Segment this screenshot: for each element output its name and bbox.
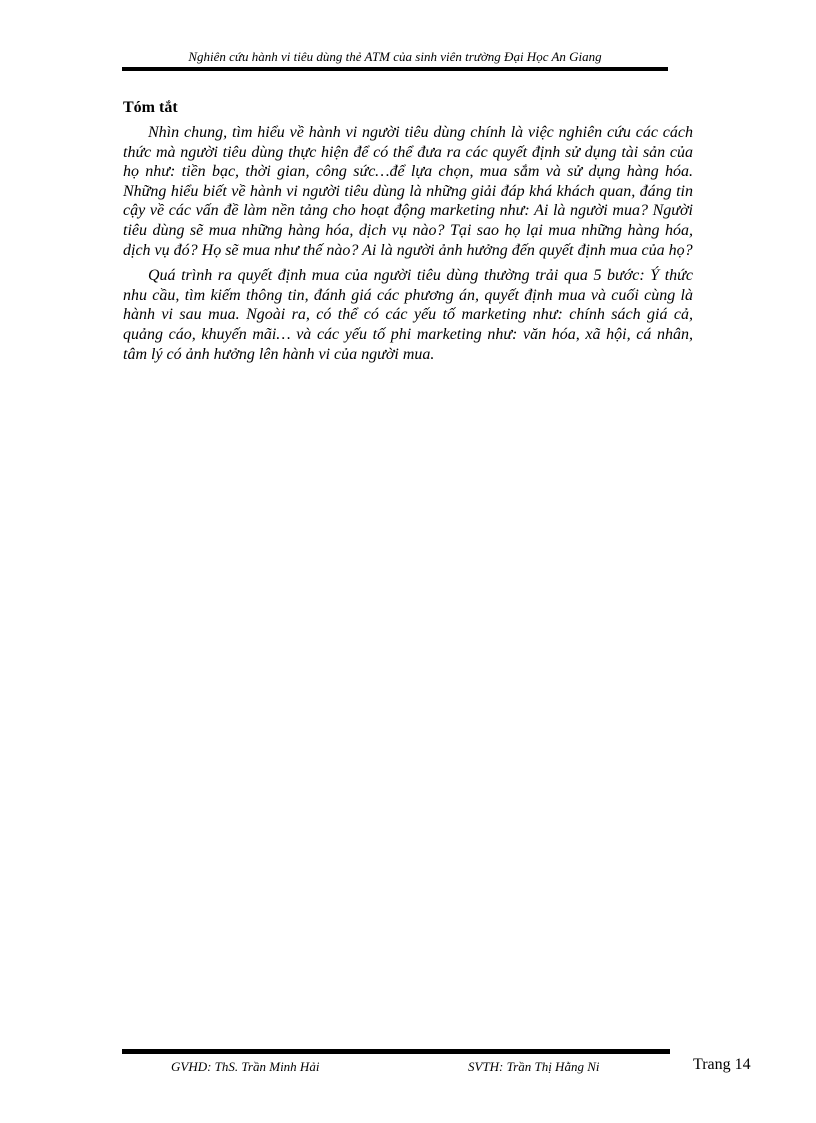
paragraph-1: Nhìn chung, tìm hiểu về hành vi người tiêu dùng chính là việc nghiên cứu các cách thức mà người tiêu dùng thực hiện để có thể đưa ra các quyết định sử dụng tài sản của họ như: tiền bạc, thời gian, công sức…để lựa chọn, mua sắm và sử dụng hàng hóa. Những hiểu biết về hành vi người tiêu dùng là những giải đáp khá khách quan, đáng tin cậy về các vấn đề làm nền tảng cho hoạt động marketing như: Ai là người mua? Người tiêu dùng sẽ mua những hàng hóa, dịch vụ nào? Tại sao họ lại mua những hàng hóa, dịch vụ đó? Họ sẽ mua như thế nào? Ai là người ảnh hưởng đến quyết định mua của họ? xyxy=(123,124,693,259)
footer-student: SVTH: Trần Thị Hằng Ni xyxy=(468,1059,600,1074)
running-header: Nghiên cứu hành vi tiêu dùng thẻ ATM của sinh viên trường Đại Học An Giang xyxy=(188,49,602,64)
footer-advisor: GVHD: ThS. Trần Minh Hải xyxy=(171,1059,320,1074)
footer-divider xyxy=(122,1049,670,1054)
paragraph-2: Quá trình ra quyết định mua của người tiêu dùng thường trải qua 5 bước: Ý thức nhu cầu, tìm kiếm thông tin, đánh giá các phương án, quyết định mua và cuối cùng là hành vi sau mua. Ngoài ra, có thể có các yếu tố marketing như: chính sách giá cả, quảng cáo, khuyến mãi… và các yếu tố phi marketing như: văn hóa, xã hội, cá nhân, tâm lý có ảnh hưởng lên hành vi của người mua. xyxy=(123,267,693,363)
body-content xyxy=(123,123,693,370)
section-title: Tóm tắt xyxy=(123,99,178,116)
header-divider xyxy=(122,67,668,71)
page-number: Trang 14 xyxy=(693,1056,751,1073)
